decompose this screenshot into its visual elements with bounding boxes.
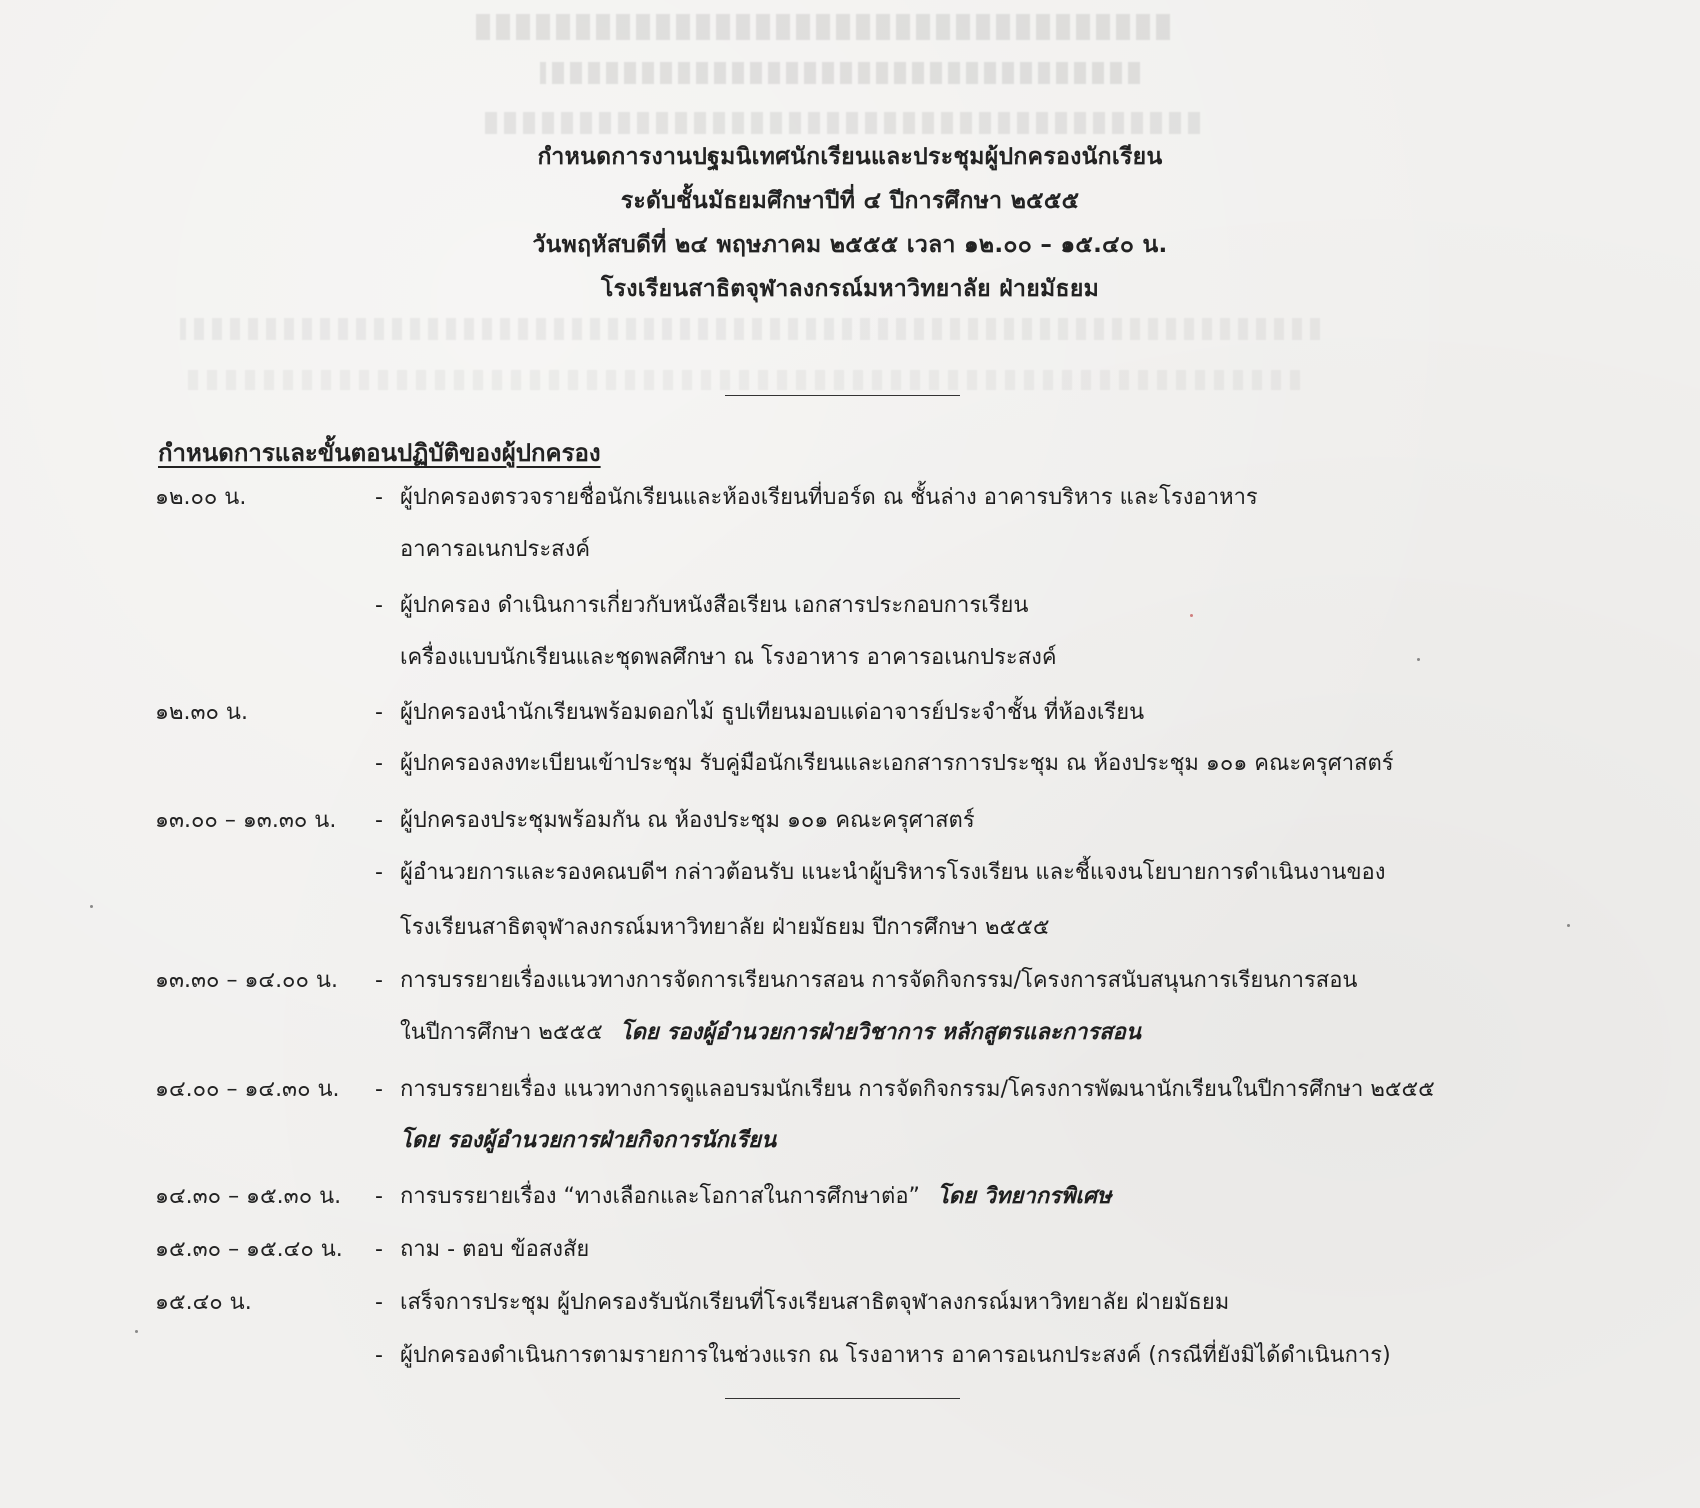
schedule-row xyxy=(155,1283,1655,1323)
speaker-credit: โดย รองผู้อำนวยการฝ่ายวิชาการ หลักสูตรและการสอน xyxy=(619,1020,1141,1045)
schedule-text: เสร็จการประชุม ผู้ปกครองรับนักเรียนที่โรงเรียนสาธิตจุฬาลงกรณ์มหาวิทยาลัย ฝ่ายมัธยม xyxy=(400,1290,1230,1315)
scan-speck xyxy=(135,1330,138,1333)
schedule-time: ๑๒.๐๐ น. xyxy=(155,485,247,510)
schedule-time: ๑๓.๓๐ – ๑๔.๐๐ น. xyxy=(155,968,338,993)
schedule-row xyxy=(155,1177,1655,1217)
schedule-row xyxy=(155,744,1655,784)
scan-speck xyxy=(90,905,93,908)
header-title: กำหนดการงานปฐมนิเทศนักเรียนและประชุมผู้ปกครองนักเรียน xyxy=(537,144,1163,170)
bleed-through-texture xyxy=(180,370,1300,390)
bullet-dash: - xyxy=(375,1290,383,1315)
schedule-row xyxy=(155,586,1655,626)
schedule-time: ๑๓.๐๐ – ๑๓.๓๐ น. xyxy=(155,808,337,833)
top-divider xyxy=(725,395,960,396)
bullet-dash: - xyxy=(375,968,383,993)
schedule-row xyxy=(155,961,1655,1001)
schedule-time: ๑๔.๓๐ – ๑๕.๓๐ น. xyxy=(155,1184,342,1209)
section-heading: กำหนดการและขั้นตอนปฏิบัติของผู้ปกครอง xyxy=(158,439,601,467)
schedule-text: ในปีการศึกษา ๒๕๕๕ xyxy=(400,1020,603,1045)
document-header xyxy=(0,135,1700,311)
schedule-row xyxy=(155,1121,1655,1161)
schedule-text: ผู้ปกครองดำเนินการตามรายการในช่วงแรก ณ โรงอาหาร อาคารอเนกประสงค์ (กรณีที่ยังมิได้ดำเนินการ) xyxy=(400,1343,1391,1368)
schedule-row xyxy=(155,1013,1655,1053)
schedule-row xyxy=(155,1336,1655,1376)
speaker-credit: โดย รองผู้อำนวยการฝ่ายกิจการนักเรียน xyxy=(400,1128,777,1153)
schedule-text: การบรรยายเรื่อง “ทางเลือกและโอกาสในการศึกษาต่อ” xyxy=(400,1184,920,1209)
header-school: โรงเรียนสาธิตจุฬาลงกรณ์มหาวิทยาลัย ฝ่ายมัธยม xyxy=(600,276,1100,302)
schedule-text: ผู้ปกครองประชุมพร้อมกัน ณ ห้องประชุม ๑๐๑ คณะครุศาสตร์ xyxy=(400,808,975,833)
speaker-credit: โดย วิทยากรพิเศษ xyxy=(936,1184,1112,1209)
schedule-text-wrap xyxy=(400,1177,1111,1217)
header-level: ระดับชั้นมัธยมศึกษาปีที่ ๔ ปีการศึกษา ๒๕๕๕ xyxy=(620,188,1080,214)
bullet-dash: - xyxy=(375,1343,383,1368)
schedule-row xyxy=(155,801,1655,841)
schedule-row xyxy=(155,1230,1655,1270)
schedule-text: ผู้ปกครองนำนักเรียนพร้อมดอกไม้ ธูปเทียนมอบแด่อาจารย์ประจำชั้น ที่ห้องเรียน xyxy=(400,700,1145,725)
scan-speck xyxy=(1417,658,1420,661)
scan-speck xyxy=(1190,614,1193,617)
schedule-row xyxy=(155,1070,1655,1110)
schedule-row xyxy=(155,638,1655,678)
schedule-text: ผู้ปกครองลงทะเบียนเข้าประชุม รับคู่มือนักเรียนและเอกสารการประชุม ณ ห้องประชุม ๑๐๑ คณะครุศาสตร์ xyxy=(400,751,1394,776)
bleed-through-texture xyxy=(480,112,1200,134)
schedule-time: ๑๕.๔๐ น. xyxy=(155,1290,252,1315)
bullet-dash: - xyxy=(375,1077,383,1102)
bullet-dash: - xyxy=(375,593,383,618)
bullet-dash: - xyxy=(375,700,383,725)
bottom-divider xyxy=(725,1398,960,1399)
bullet-dash: - xyxy=(375,860,383,885)
bleed-through-texture xyxy=(470,14,1170,40)
bullet-dash: - xyxy=(375,808,383,833)
schedule-text: การบรรยายเรื่อง แนวทางการดูแลอบรมนักเรียน การจัดกิจกรรม/โครงการพัฒนานักเรียนในปีการศึกษา ๒๕๕๕ xyxy=(400,1077,1435,1102)
schedule-time: ๑๒.๓๐ น. xyxy=(155,700,248,725)
bullet-dash: - xyxy=(375,1237,383,1262)
schedule-row xyxy=(155,853,1655,893)
schedule-text: เครื่องแบบนักเรียนและชุดพลศึกษา ณ โรงอาหาร อาคารอเนกประสงค์ xyxy=(400,645,1057,670)
schedule-text: การบรรยายเรื่องแนวทางการจัดการเรียนการสอน การจัดกิจกรรม/โครงการสนับสนุนการเรียนการสอน xyxy=(400,968,1358,993)
schedule-text: ผู้ปกครองตรวจรายชื่อนักเรียนและห้องเรียนที่บอร์ด ณ ชั้นล่าง อาคารบริหาร และโรงอาหาร xyxy=(400,485,1258,510)
bullet-dash: - xyxy=(375,485,383,510)
schedule-text: โรงเรียนสาธิตจุฬาลงกรณ์มหาวิทยาลัย ฝ่ายมัธยม ปีการศึกษา ๒๕๕๕ xyxy=(400,915,1050,940)
schedule-row xyxy=(155,693,1655,733)
schedule-time: ๑๔.๐๐ – ๑๔.๓๐ น. xyxy=(155,1077,340,1102)
schedule-text: ถาม - ตอบ ข้อสงสัย xyxy=(400,1237,590,1262)
header-date-time: วันพฤหัสบดีที่ ๒๔ พฤษภาคม ๒๕๕๕ เวลา ๑๒.๐๐ – ๑๕.๔๐ น. xyxy=(532,232,1168,258)
bleed-through-texture xyxy=(540,62,1140,84)
schedule-text-wrap xyxy=(400,1013,1141,1053)
schedule-text: อาคารอเนกประสงค์ xyxy=(400,537,591,562)
scan-speck xyxy=(1567,924,1570,927)
schedule-row xyxy=(155,530,1655,570)
bullet-dash: - xyxy=(375,751,383,776)
bullet-dash: - xyxy=(375,1184,383,1209)
schedule-row xyxy=(155,478,1655,518)
schedule-time: ๑๕.๓๐ – ๑๕.๔๐ น. xyxy=(155,1237,343,1262)
schedule-row xyxy=(155,908,1655,948)
schedule-text: ผู้ปกครอง ดำเนินการเกี่ยวกับหนังสือเรียน เอกสารประกอบการเรียน xyxy=(400,593,1029,618)
bleed-through-texture xyxy=(180,318,1320,340)
schedule-text: ผู้อำนวยการและรองคณบดีฯ กล่าวต้อนรับ แนะนำผู้บริหารโรงเรียน และชี้แจงนโยบายการดำเนินงานของ xyxy=(400,860,1386,885)
